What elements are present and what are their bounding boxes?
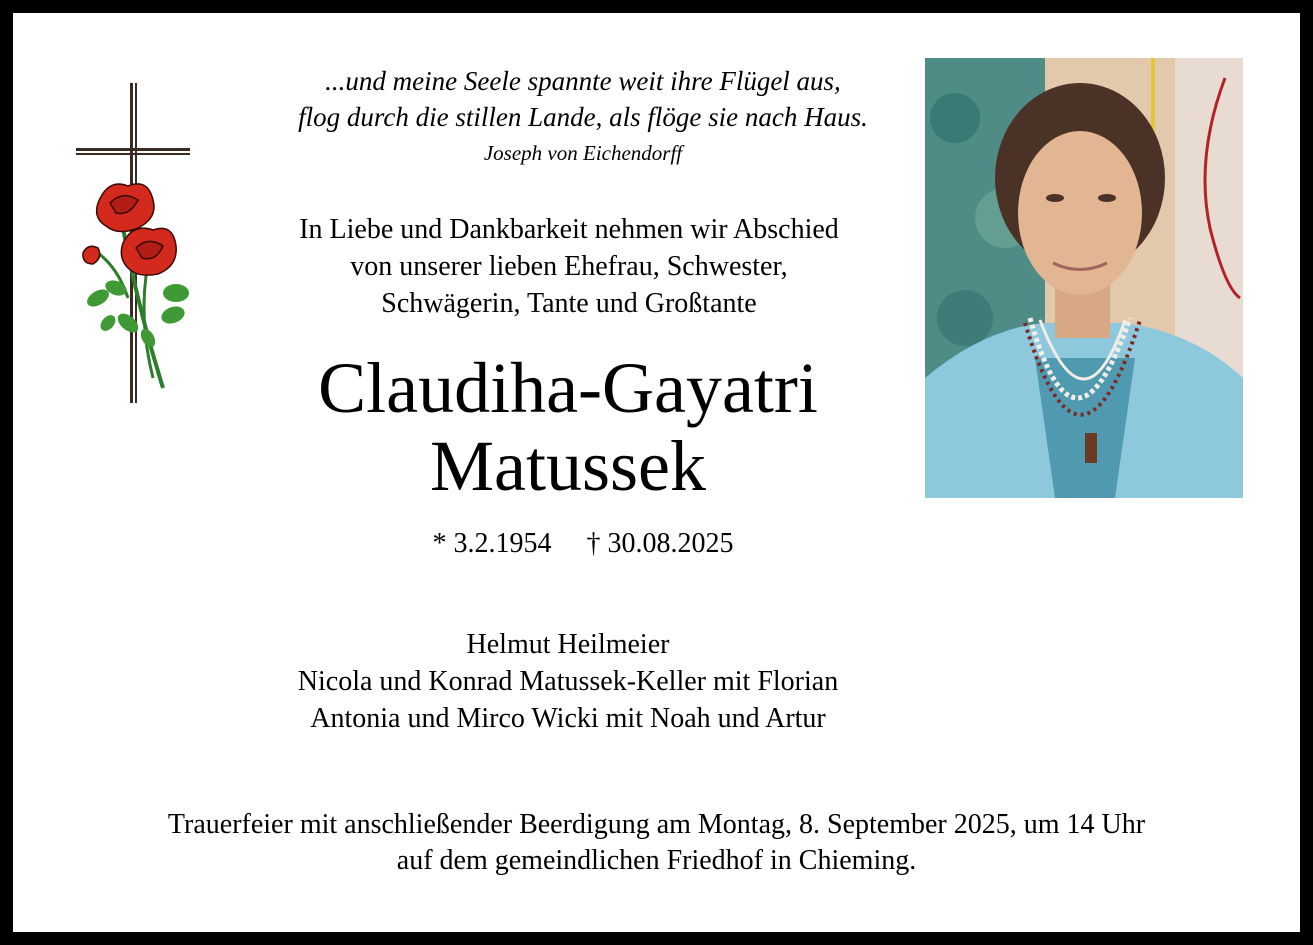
mourner-line: Antonia und Mirco Wicki mit Noah und Artur bbox=[310, 703, 826, 734]
obituary-card bbox=[13, 13, 1300, 932]
service-line-2: auf dem gemeindlichen Friedhof in Chieming. bbox=[396, 845, 917, 876]
service-info bbox=[13, 807, 1300, 879]
life-dates: * 3.2.1954 † 30.08.2025 bbox=[432, 528, 734, 559]
quote bbox=[213, 63, 953, 135]
quote-author: Joseph von Eichendorff bbox=[483, 141, 683, 165]
quote-line-2: flog durch die stillen Lande, als flöge sie nach Haus. bbox=[298, 102, 868, 132]
deceased-last-name: Matussek bbox=[430, 426, 706, 506]
quote-line-1: ...und meine Seele spannte weit ihre Flügel aus, bbox=[325, 66, 841, 96]
intro-line-3: Schwägerin, Tante und Großtante bbox=[381, 288, 757, 319]
deceased-name bbox=[193, 349, 943, 505]
mourners-list bbox=[193, 626, 943, 737]
intro-line-2: von unserer lieben Ehefrau, Schwester, bbox=[350, 251, 788, 282]
service-line-1: Trauerfeier mit anschließender Beerdigung am Montag, 8. September 2025, um 14 Uhr bbox=[167, 809, 1146, 840]
deceased-first-name: Claudiha-Gayatri bbox=[318, 348, 818, 428]
mourner-line: Helmut Heilmeier bbox=[466, 629, 670, 660]
portrait-photo bbox=[925, 58, 1243, 498]
cross-with-roses-icon bbox=[68, 78, 198, 408]
mourner-line: Nicola und Konrad Matussek-Keller mit Florian bbox=[297, 666, 839, 697]
intro-line-1: In Liebe und Dankbarkeit nehmen wir Abschied bbox=[299, 214, 839, 245]
intro-text bbox=[213, 211, 925, 322]
